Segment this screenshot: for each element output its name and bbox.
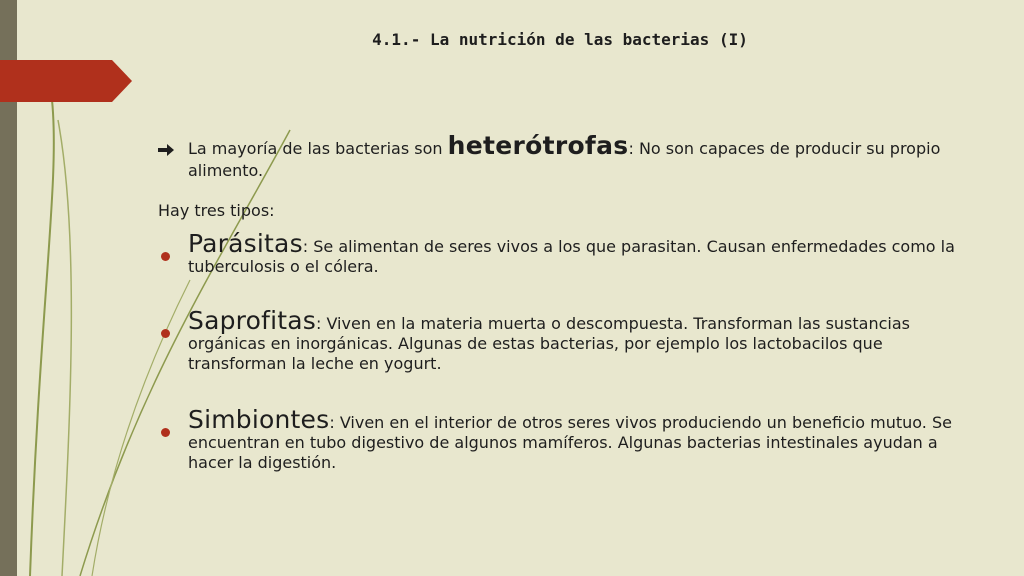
type-term: Simbiontes [188,405,330,434]
type-description: : Viven en el interior de otros seres vivos produciendo un beneficio mutuo. Se encuentran en tubo digestivo de algunos mamíferos. Algunas bacterias intestinales ayudan a hacer la digestión. [188,413,952,472]
type-term: Saprofitas [188,306,316,335]
slide-title: 4.1.- La nutrición de las bacterias (I) [372,30,748,49]
type-item-simbiontes [158,405,978,473]
slide-content [158,131,978,473]
type-item-saprofitas [158,306,978,374]
intro-term: heterótrofas [447,131,629,160]
red-title-tab [0,60,132,102]
type-description: : Viven en la materia muerta o descompuesta. Transforman las sustancias orgánicas en inorgánicas. Algunas de estas bacterias, por ejemplo los lactobacilos que transforman la leche en yogurt. [188,314,910,373]
intro-text-before: La mayoría de las bacterias son [188,139,448,158]
type-description: : Se alimentan de seres vivos a los que parasitan. Causan enfermedades como la tuberculosis o el cólera. [188,237,955,276]
type-term: Parásitas [188,229,303,258]
bullet-dot-icon [161,428,170,437]
types-heading: Hay tres tipos: [158,201,275,220]
intro-text-after: : No son capaces de producir su propio alimento. [188,139,941,180]
type-item-parasitas [158,229,978,277]
bullet-dot-icon [161,252,170,261]
arrow-right-icon [158,144,174,156]
bullet-dot-icon [161,329,170,338]
intro-paragraph [158,131,978,182]
